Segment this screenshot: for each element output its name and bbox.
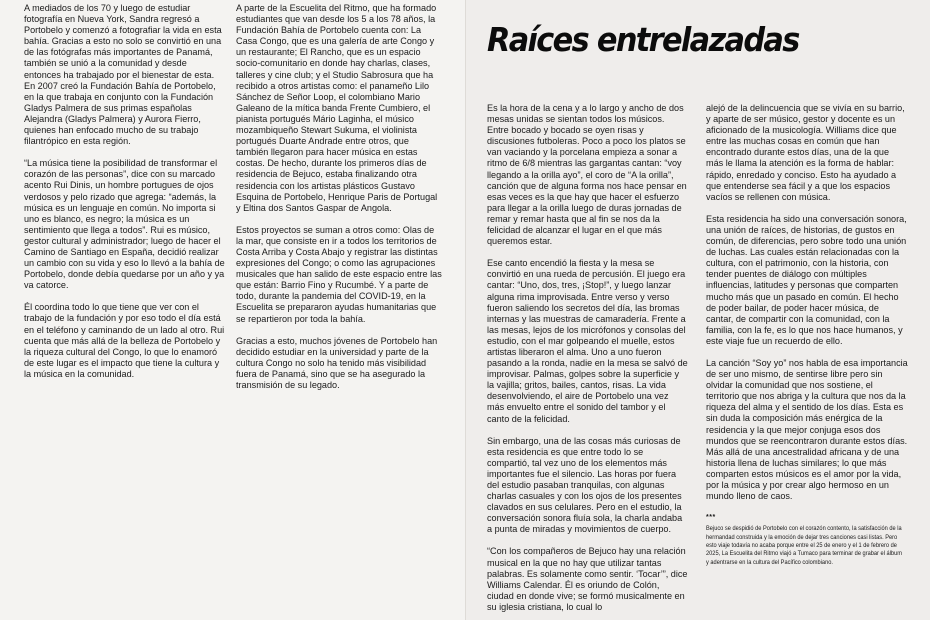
left-column-2 <box>236 3 442 402</box>
footnote: Bejuco se despidió de Portobelo con el corazón contento, la satisfacción de la hermandad construida y la emoción de dejar tres canciones casi listas. Pero esto viaje todavía no acaba porque entre el 25 de enero y el 1 de febrero de 2025, La Escuelita del Ritmo viajó a Tumaco para terminar de grabar el álbum y adentrarse en la cultura del Pacífico colombiano. <box>706 525 902 566</box>
paragraph: “Con los compañeros de Bejuco hay una relación musical en la que no hay que utilizar tantas palabras. Es solamente como sentir. ‘Tocar’”, dice Williams Calendar. Él es oriundo de Colón, ciudad en donde vive; se formó musicalmente en su iglesia cristiana, lo cual lo <box>487 546 688 612</box>
left-column-1 <box>24 3 225 391</box>
paragraph: Él coordina todo lo que tiene que ver con el trabajo de la fundación y por eso todo el día está en el teléfono y caminando de un lado al otro. Rui cuenta que más allá de la belleza de Portobelo y la riqueza cultural del Congo, lo que lo enamoró de este lugar es el impacto que tiene la cultura y la música en la comunidad. <box>24 302 225 379</box>
paragraph: A parte de la Escuelita del Ritmo, que ha formado estudiantes que van desde los 5 a los 78 años, la Fundación Bahía de Portobelo cuenta con: La Casa Congo, que es una galería de arte Congo y un restaurante; El Rancho, que es un espacio socio-comunitario en donde hay charlas, clases, talleres y cine club; y el Studio Sabrosura que ha recibido a otros artistas como: el panameño Lilo Sánchez de Señor Loop, el colombiano Mario Galeano de la mítica banda Frente Cumbiero, el pianista portugués Mário Laginha, el músico mozambiqueño Stewart Sukuma, el violinista portugués Duarte Andrade entre otros, que también llegaron para hacer música en estas costas. De hecho, durante los primeros días de residencia de Bejuco, estaba finalizando otra residencia con los artistas plásticos Gustavo Esquina de Portobelo, Henrique Paris de Portugal y Eltina dos Santos Gaspar de Angola. <box>236 3 438 213</box>
paragraph: “La música tiene la posibilidad de transformar el corazón de las personas”, dice con su marcado acento Rui Dinis, un hombre portugues de ojos verdosos y pelo rizado que agrega: “además, la música es un lenguaje en común. No importa si uno es blanco, es negro; la música es un sentimiento que llega a todos”. Rui es músico, gestor cultural y administrador; luego de hacer el Camino de Santiago en España, decidió realizar un cambio con su vida y eso lo llevó a la bahía de Portobelo, donde debía quedarse por un año y ya va catorce. <box>24 158 225 291</box>
article-title: Raíces entrelazadas <box>487 20 799 59</box>
paragraph: alejó de la delincuencia que se vivía en su barrio, y aparte de ser músico, gestor y docente es un aficionado de la musicología. Williams dice que entre las muchas cosas en común que han encontrado durante estos días, una de la que más le llama la atención es la forma de hablar: rápido, enredado y conciso. Esto ha ayudado a que entenderse sea fácil y a que los espacios vacíos se rellenen con música. <box>706 103 905 202</box>
right-page <box>465 0 930 620</box>
paragraph: Es la hora de la cena y a lo largo y ancho de dos mesas unidas se sientan todos los músicos. Entre bocado y bocado se oyen risas y discusiones futboleras. Poco a poco los platos se van vaciando y la porcelana empieza a sonar a ritmo de 6/8 mientras las gargantas cantan: “voy llegando a la orilla ayo”, el coro de “A la orilla”, canción que de alguna forma nos hace pensar en esas veces es la que hay que hacer el esfuerzo para llegar a la orilla luego de duras jornadas de remar y remar hasta que al fin se nos da la felicidad de alcanzar el lugar en el que más queremos estar. <box>487 103 687 247</box>
paragraph: La canción “Soy yo” nos habla de esa importancia de ser uno mismo, de sentirse libre pero sin olvidar la comunidad que nos sostiene, el territorio que nos abriga y la cultura que nos da la riqueza del alma y el sentido de los días. Esta es sin duda la composición más enérgica de la residencia y la que mejor conjuga esos dos mundos que se reencontraron durante estos días. Más allá de una ancestralidad africana y de una historia llena de luchas similares; lo que más comparten estos músicos es el amor por la vida, por la música y por crear algo hermoso en un mundo lleno de caos. <box>706 357 908 502</box>
paragraph: Esta residencia ha sido una conversación sonora, una unión de raíces, de historias, de gustos en común, de diferencias, pero sobre todo una unión de luchas. Las cuales están relacionadas con la cultura, con el patrimonio, con la historia, con tender puentes de diálogo con múltiples influencias, latitudes y personas que comparten mucho más que un pasado en común. El hecho de poder bailar, de poder hacer música, de cantar, de compartir con la comunidad, con la familia, con la fe, es lo que nos hace humanos, y este viaje fue un recuerdo de ello. <box>706 213 907 346</box>
paragraph: Estos proyectos se suman a otros como: Olas de la mar, que consiste en ir a todos los territorios de Costa Arriba y Costa Abajo y registrar las distintas expresiones del Congo; o como las agrupaciones musicales que han salido de este espacio entre las que están: Barrio Fino y Rucumbé. Y a parte de todo, durante la pandemia del COVID-19, en la Escuelita se prepararon ayudas humanitarias que se repartieron por toda la bahía. <box>236 224 442 324</box>
section-separator: *** <box>706 514 716 522</box>
paragraph: Gracias a esto, muchos jóvenes de Portobelo han decidido estudiar en la universidad y parte de la cultura Congo no solo ha tenido más visibilidad fuera de Panamá, sino que se ha asegurado la transmisión de su legado. <box>236 335 438 390</box>
right-column-2 <box>706 103 908 567</box>
paragraph: Ese canto encendió la fiesta y la mesa se convirtió en una rueda de percusión. El juego era cantar: “Uno, dos, tres, ¡Stop!”, y luego lanzar alguna rima improvisada. Entre verso y verso fueron saliendo los secretos del día, las bromas internas y las muestras de camaradería. Frente a las mesas, lejos de los micrófonos y consolas del estudio, con el mar golpeando el muelle, estos artistas liberaron el alma. Uno a uno fueron pasando a la ronda, nadie en la mesa se salvó de improvisar. Palmas, golpes sobre la superficie y la vajilla; gritos, bailes, cantos, risas. La vida desenvolviendo, el aire de Portobelo una vez más envuelto entre el sonido del tambor y el canto de la felicidad. <box>487 258 688 424</box>
right-column-1 <box>487 103 688 620</box>
paragraph: A mediados de los 70 y luego de estudiar fotografía en Nueva York, Sandra regresó a Portobelo y comenzó a fotografiar la vida en esta bahía. Gracias a esto no solo se convirtió en una de las fotógrafas más importantes de Panamá, también se unió a la comunidad y desde entonces ha trabajado por el bienestar de esta. En 2007 creó la Fundación Bahía de Portobelo, en la que trabaja en conjunto con la Fundación Gladys Palmera de sus primas españolas Alejandra (Gladys Palmera) y Aurora Fierro, quienes han enfocado mucho de su trabajo filantrópico en esta región. <box>24 3 222 147</box>
paragraph: Sin embargo, una de las cosas más curiosas de esta residencia es que entre todo lo se compartió, tal vez uno de los elementos más importantes fue el silencio. Las horas por fuera del estudio pasaban tranquilas, con algunas charlas casuales y con los ojos de los presentes clavados en sus celulares. Pero en el estudio, la conversación sonora fluía sola, la charla andaba a punta de miradas y movimientos de cuerpo. <box>487 435 683 535</box>
